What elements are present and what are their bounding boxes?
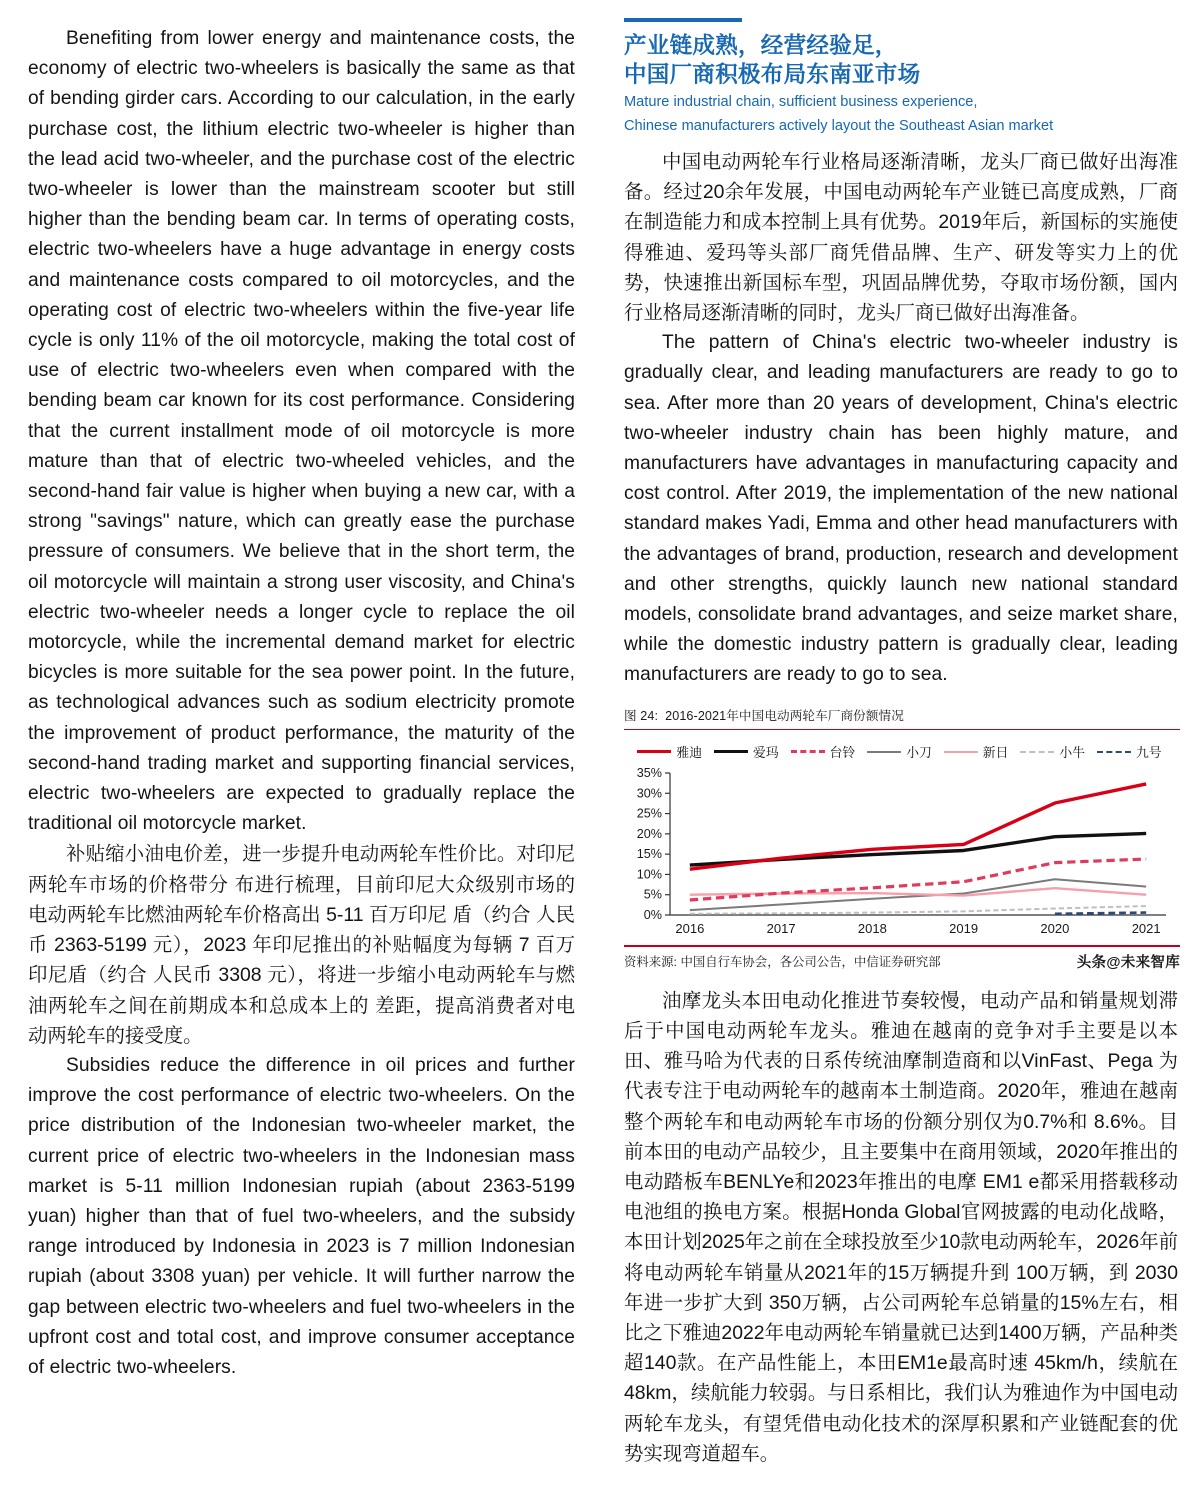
source-label: 资料来源: <box>624 955 678 970</box>
legend-item-0 <box>637 742 707 761</box>
paragraph-cn-2: 中国电动两轮车行业格局逐渐清晰，龙头厂商已做好出海准备。经过20余年发展，中国电动两轮车产业链已高度成熟，厂商在制造能力和成本控制上具有优势。2019年后，新国标的实施使得雅迪、爱玛等头部厂商凭借品牌、生产、研发等实力上的优势，快速推出新国标车型，巩固品牌优势，夺取市场份额，国内行业格局逐渐清晰的同时，龙头厂商已做好出海准备。 <box>624 151 1178 325</box>
legend-label-1: 爱玛 <box>753 745 779 761</box>
legend-label-0: 雅迪 <box>676 745 703 761</box>
x-tick-label-0: 2016 <box>675 921 705 937</box>
y-tick-label-4: 20% <box>636 827 662 842</box>
figure-watermark: 头条@未来智库 <box>1076 954 1180 971</box>
right-text-before-figure <box>624 147 1178 691</box>
x-tick-label-4: 2020 <box>1040 921 1070 937</box>
header-title-cn-line2: 中国厂商积极布局东南亚市场 <box>624 62 921 87</box>
y-tick-label-2: 10% <box>636 867 662 882</box>
series-line-九号 <box>1055 913 1146 914</box>
legend-label-2: 台铃 <box>829 745 856 761</box>
legend-item-2 <box>784 742 861 761</box>
y-tick-label-3: 15% <box>636 847 662 862</box>
figure-title: 2016-2021年中国电动两轮车厂商份额情况 <box>665 708 904 723</box>
y-tick-label-1: 5% <box>643 887 662 902</box>
legend-swatch-6 <box>1097 751 1131 753</box>
header-subtitle-en-line2: Chinese manufacturers actively layout the Southeast Asian market <box>624 118 1054 134</box>
figure-source-row <box>624 947 1180 972</box>
x-tick-label-3: 2019 <box>949 921 979 937</box>
source-text: 中国自行车协会，各公司公告，中信证券研究部 <box>680 955 941 970</box>
legend-swatch-4 <box>944 751 978 753</box>
figure-source <box>624 952 941 970</box>
legend-label-5: 小牛 <box>1059 745 1085 761</box>
y-tick-label-0: 0% <box>643 908 662 923</box>
legend-swatch-0 <box>637 750 671 753</box>
paragraph-en-2: Subsidies reduce the difference in oil prices and further improve the cost performance of electric two-wheelers. On the price distribution of the Indonesian two-wheeler market, the current price of electric two-wheelers in the Indonesian mass market is 5-11 million Indonesian rupiah (about 2363-5199 yuan) higher than that of fuel two-wheelers, and the subsidy range introduced by Indonesia in 2023 is 7 million Indonesian rupiah (about 3308 yuan) per vehicle. It will further narrow the gap between electric two-wheelers and fuel two-wheelers in the upfront cost and total cost, and improve consumer acceptance of electric two-wheelers. <box>28 1054 575 1378</box>
section-header <box>624 18 1182 137</box>
x-tick-label-5: 2021 <box>1131 921 1161 937</box>
figure-24 <box>624 705 1180 972</box>
legend-label-4: 新日 <box>982 745 1009 761</box>
y-tick-label-6: 30% <box>636 786 662 801</box>
legend-item-4 <box>937 742 1014 761</box>
chart-legend <box>624 736 1180 765</box>
y-tick-label-7: 35% <box>636 766 662 781</box>
right-text-after-figure <box>624 986 1178 1469</box>
figure-caption <box>624 705 1180 729</box>
x-tick-label-1: 2017 <box>766 921 796 937</box>
x-tick-label-2: 2018 <box>857 921 887 937</box>
line-chart <box>624 765 1180 941</box>
legend-swatch-2 <box>791 750 825 753</box>
legend-item-1 <box>707 742 784 761</box>
series-line-雅迪 <box>690 784 1146 869</box>
paragraph-en-1: Benefiting from lower energy and maintenance costs, the economy of electric two-wheelers is basically the same as that of bending girder cars. According to our calculation, in the early purchase cost, the lithium electric two-wheeler is higher than the lead acid two-wheeler, and the purchase cost of the electric two-wheeler is lower than the mainstream scooter but still higher than the bending beam car. In terms of operating costs, electric two-wheelers have a huge advantage in energy costs and maintenance costs compared to oil motorcycles, and the operating cost of electric two-wheelers within the five-year life cycle is only 11% of the oil motorcycle, making the total cost of use of electric two-wheelers even when compared with the bending beam car known for its cost performance. Considering that the current installment mode of oil motorcycle is more mature than that of electric two-wheeled vehicles, and the second-hand fair value is higher when buying a new car, with a strong "savings" nature, which can greatly ease the purchase pressure of consumers. We believe that in the short term, the oil motorcycle will maintain a strong user viscosity, and China's electric two-wheeler needs a longer cycle to replace the oil motorcycle, while the incremental demand market for electric bicycles is more suitable for the sea power point. In the future, as technological advances such as sodium electricity promote the improvement of product performance, the maturity of the second-hand trading market and supporting financial services, electric two-wheelers are expected to gradually replace the traditional oil motorcycle market. <box>28 28 575 835</box>
legend-item-5 <box>1013 742 1090 761</box>
header-subtitle-en-line1: Mature industrial chain, sufficient business experience, <box>624 94 978 110</box>
legend-swatch-5 <box>1020 751 1054 753</box>
legend-swatch-3 <box>867 751 901 753</box>
y-tick-label-5: 25% <box>636 806 662 821</box>
legend-label-3: 小刀 <box>906 745 932 761</box>
paragraph-en-3: The pattern of China's electric two-wheeler industry is gradually clear, and leading manufacturers are ready to go to sea. After more than 20 years of development, China's electric two-wheeler industry chain has been highly mature, and manufacturers have advantages in manufacturing capacity and cost control. After 2019, the implementation of the new national standard makes Yadi, Emma and other head manufacturers with the advantages of brand, production, research and development and other strengths, quickly launch new national standard models, consolidate brand advantages, and seize market share, while the domestic industry pattern is gradually clear, leading manufacturers are ready to go to sea. <box>624 332 1178 686</box>
legend-label-6: 九号 <box>1135 745 1162 761</box>
header-title-cn-line1: 产业链成熟，经营经验足， <box>624 33 898 58</box>
header-accent-rule <box>624 18 742 22</box>
right-column <box>600 0 1200 1491</box>
figure-number: 图 24: <box>624 708 659 723</box>
paragraph-cn-3: 油摩龙头本田电动化推进节奏较慢，电动产品和销量规划滞后于中国电动两轮车龙头。雅迪在越南的竞争对手主要是以本田、雅马哈为代表的日系传统油摩制造商和以VinFast、Pega 为代表专注于电动两轮车的越南本土制造商。2020年，雅迪在越南整个两轮车和电动两轮车市场的份额分别仅为0.7%和 8.6%。目前本田的电动产品较少，且主要集中在商用领域，2020年推出的电动踏板车BENLYe和2023年推出的电摩 EM1 e都采用搭载移动电池组的换电方案。根据Honda Global官网披露的电动化战略，本田计划2025年之前在全球投放至少10款电动两轮车，2026年前将电动两轮车销量从2021年的15万辆提升到 100万辆，到 2030年进一步扩大到 350万辆，占公司两轮车总销量的15%左右，相比之下雅迪2022年电动两轮车销量就已达到1400万辆，产品种类超140款。在产品性能上，本田EM1e最高时速 45km/h，续航在 48km，续航能力较弱。与日系相比，我们认为雅迪作为中国电动两轮车龙头，有望凭借电动化技术的深厚积累和产业链配套的优势实现弯道超车。 <box>624 989 1178 1465</box>
figure-body <box>624 730 1180 943</box>
legend-item-3 <box>860 742 937 761</box>
paragraph-cn-1: 补贴缩小油电价差，进一步提升电动两轮车性价比。对印尼两轮车市场的价格带分 布进行梳理，目前印尼大众级别市场的电动两轮车比燃油两轮车价格高出 5-11 百万印尼 盾（约合 人民币 2363-5199 元），2023 年印尼推出的补贴幅度为每辆 7 百万印尼盾（约合 人民币 3308 元），将进一步缩小电动两轮车与燃油两轮车之间在前期成本和总成本上的 差距，提高消费者对电动两轮车的接受度。 <box>28 843 575 1047</box>
legend-swatch-1 <box>714 750 748 753</box>
legend-item-6 <box>1090 742 1167 761</box>
